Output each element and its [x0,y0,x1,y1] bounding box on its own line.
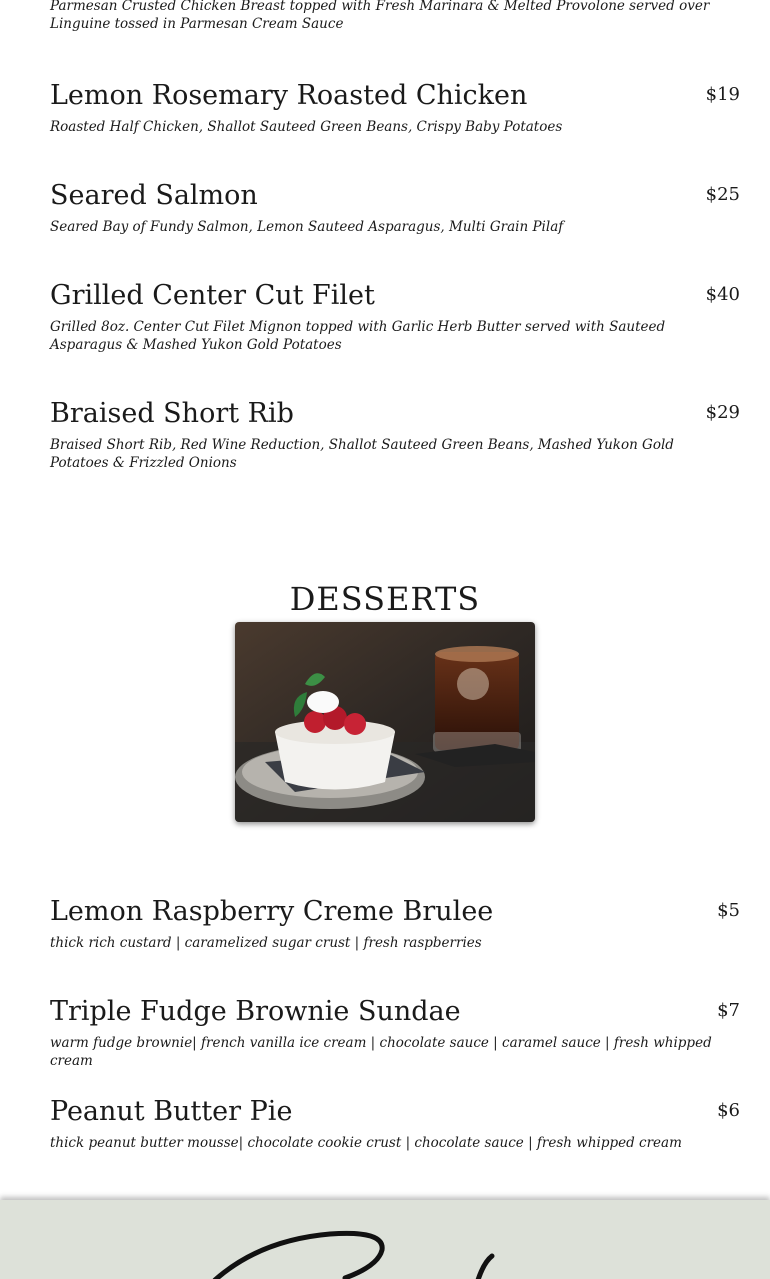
footer [0,1200,770,1279]
item-price: $25 [705,184,740,205]
menu-item [50,80,740,136]
item-price: $19 [705,84,740,105]
item-description: warm fudge brownie| french vanilla ice cream | chocolate sauce | caramel sauce | fresh whipped cream [50,1035,712,1069]
item-description: Roasted Half Chicken, Shallot Sauteed Green Beans, Crispy Baby Potatoes [50,119,563,135]
item-name: Lemon Raspberry Creme Brulee [50,896,494,927]
item-price: $40 [705,284,740,305]
item-name: Peanut Butter Pie [50,1096,293,1127]
item-description: Grilled 8oz. Center Cut Filet Mignon topped with Garlic Herb Butter served with Sauteed Asparagus & Mashed Yukon Gold Potatoes [50,319,666,353]
item-description: thick peanut butter mousse| chocolate cookie crust | chocolate sauce | fresh whipped cream [50,1135,682,1151]
script-logo-graphic [0,1200,770,1279]
item-name: Seared Salmon [50,180,258,211]
item-description: Braised Short Rib, Red Wine Reduction, Shallot Sauteed Green Beans, Mashed Yukon Gold Potatoes & Frizzled Onions [50,437,674,471]
item-description: thick rich custard | caramelized sugar crust | fresh raspberries [50,935,482,951]
item-price: $6 [717,1100,740,1121]
menu-item [50,1096,740,1152]
item-name: Lemon Rosemary Roasted Chicken [50,80,528,111]
menu-item [50,896,740,952]
item-description: Seared Bay of Fundy Salmon, Lemon Sauteed Asparagus, Multi Grain Pilaf [50,219,564,235]
item-description: Parmesan Crusted Chicken Breast topped with Fresh Marinara & Melted Provolone served over Linguine tossed in Parmesan Cream Sauce [50,0,710,32]
item-price: $7 [717,1000,740,1021]
item-name: Triple Fudge Brownie Sundae [50,996,461,1027]
item-price: $5 [717,900,740,921]
menu-item [50,180,740,236]
item-name: Braised Short Rib [50,398,294,429]
dessert-photo [235,622,535,822]
item-price: $29 [705,402,740,423]
menu-item [50,280,740,354]
section-title-desserts: DESSERTS [289,580,481,618]
item-name: Grilled Center Cut Filet [50,280,375,311]
menu-item [50,398,740,472]
menu-item [50,996,740,1070]
